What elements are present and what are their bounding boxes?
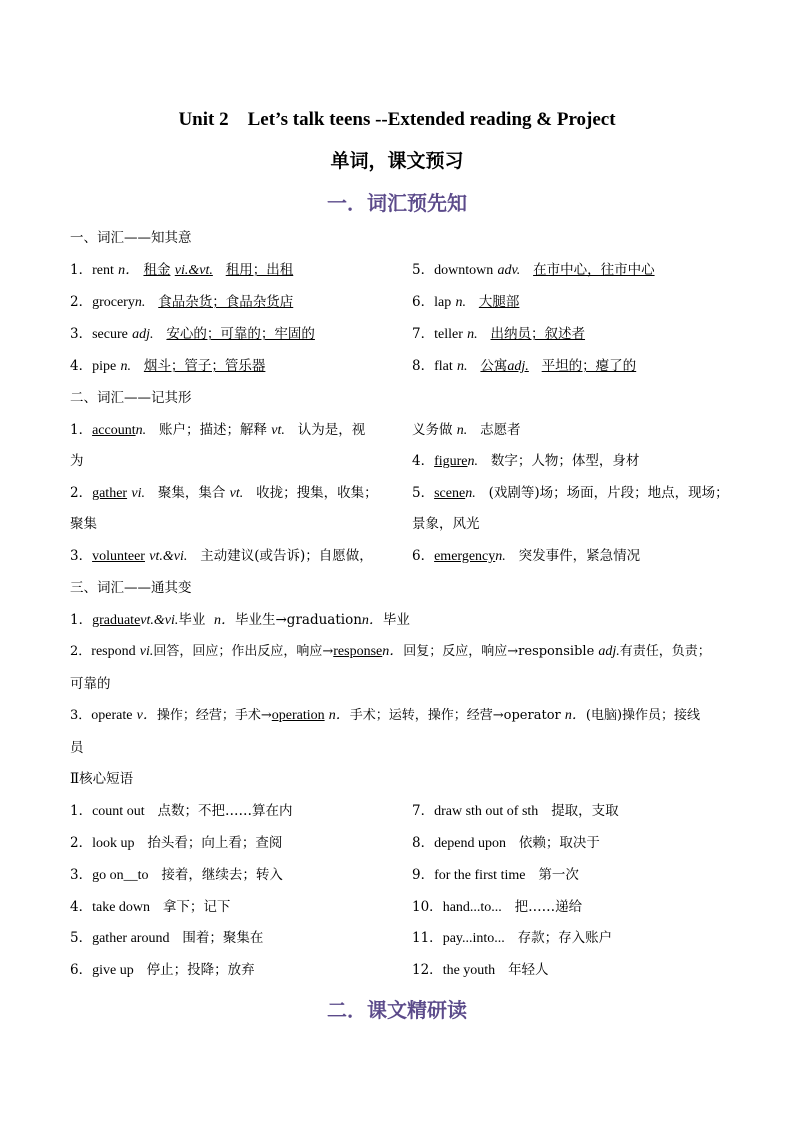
part2-item-6: 6．emergencyn. 突发事件，紧急情况 [412, 548, 641, 564]
phrase-9: 9．for the first time 第一次 [412, 867, 579, 883]
part3-item-1: 1．graduatevt.&vi.毕业 n．毕业生→graduationn．毕业 [70, 612, 410, 628]
part3-item-3-cont: 员 [70, 740, 84, 756]
part2-heading: 二、词汇——记其形 [70, 390, 192, 406]
phrase-5: 5．gather around 围着；聚集在 [70, 930, 264, 946]
part2-item-3-cont: 义务做 n. 志愿者 [412, 422, 521, 438]
phrase-12: 12．the youth 年轻人 [412, 962, 549, 978]
phrase-4: 4．take down 拿下；记下 [70, 899, 231, 915]
part1-heading: 一、词汇——知其意 [70, 230, 192, 246]
phrase-10: 10．hand...to... 把……递给 [412, 899, 583, 915]
section-heading-vocabulary: 一．词汇预先知 [327, 191, 467, 215]
part3-heading: 三、词汇——通其变 [70, 580, 192, 596]
part2-item-3: 3．volunteer vt.&vi. 主动建议(或告诉)；自愿做， [70, 548, 373, 564]
part2-item-1: 1．accountn. 账户；描述；解释 vt. 认为是，视 [70, 422, 366, 438]
phrase-11: 11．pay...into... 存款；存入账户 [412, 930, 613, 946]
part3-item-2: 2．respond vi.回答，回应；作出反应，响应→responsen．回复；反应，响应→responsible adj.有责任，负责； [70, 644, 711, 659]
phrase-7: 7．draw sth out of sth 提取，支取 [412, 803, 619, 819]
part2-item-2-cont: 聚集 [70, 516, 97, 532]
part1-item-6: 6．lap n. 大腿部 [412, 294, 520, 310]
part3-item-3: 3．operate v．操作；经营；手术→operation n．手术；运转，操作；经营→operator n．(电脑)操作员；接线 [70, 708, 701, 723]
part2-item-5-cont: 景象，风光 [412, 516, 480, 532]
part2-item-2: 2．gather vi. 聚集，集合 vt. 收拢；搜集，收集； [70, 485, 378, 501]
part4-heading: Ⅱ核心短语 [70, 771, 134, 787]
page-subtitle: 单词，课文预习 [330, 151, 464, 172]
part1-item-8: 8．flat n. 公寓adj. 平坦的；瘪了的 [412, 358, 637, 374]
part1-item-2: 2．groceryn. 食品杂货；食品杂货店 [70, 294, 294, 310]
part2-item-4: 4．figuren. 数字；人物；体型，身材 [412, 453, 640, 469]
part2-item-5: 5．scenen. (戏剧等)场；场面，片段；地点，现场； [412, 485, 729, 501]
part3-item-2-cont: 可靠的 [70, 676, 111, 692]
part1-item-7: 7．teller n. 出纳员；叙述者 [412, 326, 586, 342]
section-heading-reading: 二．课文精研读 [327, 998, 467, 1022]
phrase-1: 1．count out 点数；不把……算在内 [70, 803, 293, 819]
part2-item-1-cont: 为 [70, 453, 84, 469]
part1-item-5: 5．downtown adv. 在市中心，往市中心 [412, 262, 655, 278]
phrase-6: 6．give up 停止；投降；放弃 [70, 962, 255, 978]
phrase-3: 3．go on__to 接着，继续去；转入 [70, 867, 283, 883]
part1-item-3: 3．secure adj. 安心的；可靠的；牢固的 [70, 326, 315, 342]
unit-title: Unit 2 Let’s talk teens --Extended reading & Project [178, 109, 616, 130]
part1-item-4: 4．pipe n. 烟斗；管子；管乐器 [70, 358, 266, 374]
phrase-2: 2．look up 抬头看；向上看；查阅 [70, 835, 283, 851]
phrase-8: 8．depend upon 依赖；取决于 [412, 835, 600, 851]
part1-item-1: 1．rent n． 租金 vi.&vt. 租用；出租 [70, 262, 294, 278]
